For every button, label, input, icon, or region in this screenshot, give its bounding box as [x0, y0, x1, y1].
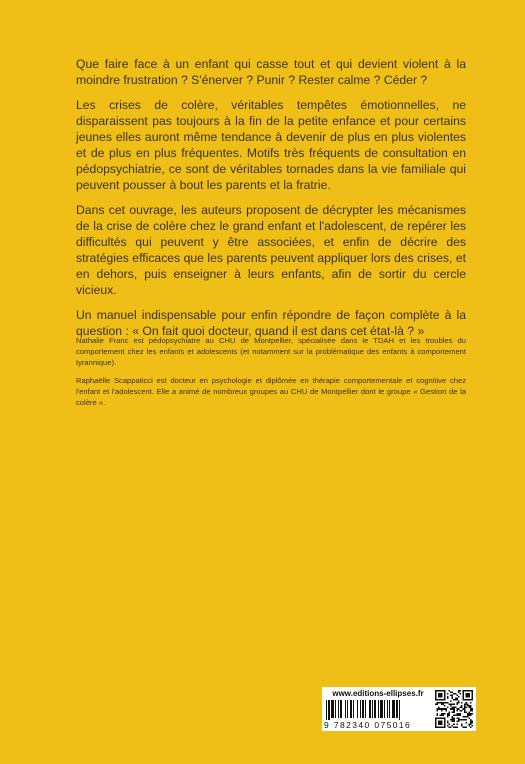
- author-bio-nathalie-franc: Nathalie Franc est pédopsychiatre au CHU de Montpellier, spécialisée dans le TDAH et les troubles du comportement chez les enfants et adolescents (et notamment sur la problématique des enfants à comportement tyrannique).: [76, 336, 466, 367]
- author-bio-raphaelle-scappaticci: Raphaëlle Scappaticci est docteur en psychologie et diplômée en thérapie comportementale et cognitive chez l'enfant et l'adolescent. Elle a animé de nombreux groupes au CHU de Montpellier dont le groupe « Gestion de la colère ».: [76, 376, 466, 407]
- publisher-code-box: [322, 687, 476, 731]
- isbn-barcode: [326, 700, 430, 720]
- back-cover-description: [76, 56, 466, 348]
- publisher-url[interactable]: www.editions-ellipses.fr: [332, 689, 424, 698]
- description-paragraph-4: Un manuel indispensable pour enfin répondre de façon complète à la question : « On fait quoi docteur, quand il est dans cet état-là ? »: [76, 308, 466, 338]
- isbn-number: 9 782340 075016: [324, 720, 412, 730]
- description-paragraph-3: Dans cet ouvrage, les auteurs proposent de décrypter les mécanismes de la crise de colère chez le grand enfant et l'adolescent, de repérer les difficultés qui peuvent y être associées, et enfin de décrire des stratégies efficaces que les parents peuvent appliquer lors des crises, et en dehors, puis enseigner à leurs enfants, afin de sortir du cercle vicieux.: [76, 203, 466, 297]
- author-bios: [76, 335, 466, 415]
- description-paragraph-1: Que faire face à un enfant qui casse tout et qui devient violent à la moindre frustration ? S'énerver ? Punir ? Rester calme ? Céder ?: [76, 57, 466, 87]
- qr-code-icon: [435, 690, 473, 728]
- description-paragraph-2: Les crises de colère, véritables tempêtes émotionnelles, ne disparaissent pas toujours à la fin de la petite enfance et pour certains jeunes elles auront même tendance à devenir de plus en plus violentes et de plus en plus fréquentes. Motifs très fréquents de consultation en pédopsychiatrie, ce sont de véritables tornades dans la vie familiale qui peuvent pousser à bout les parents et la fratrie.: [76, 98, 466, 192]
